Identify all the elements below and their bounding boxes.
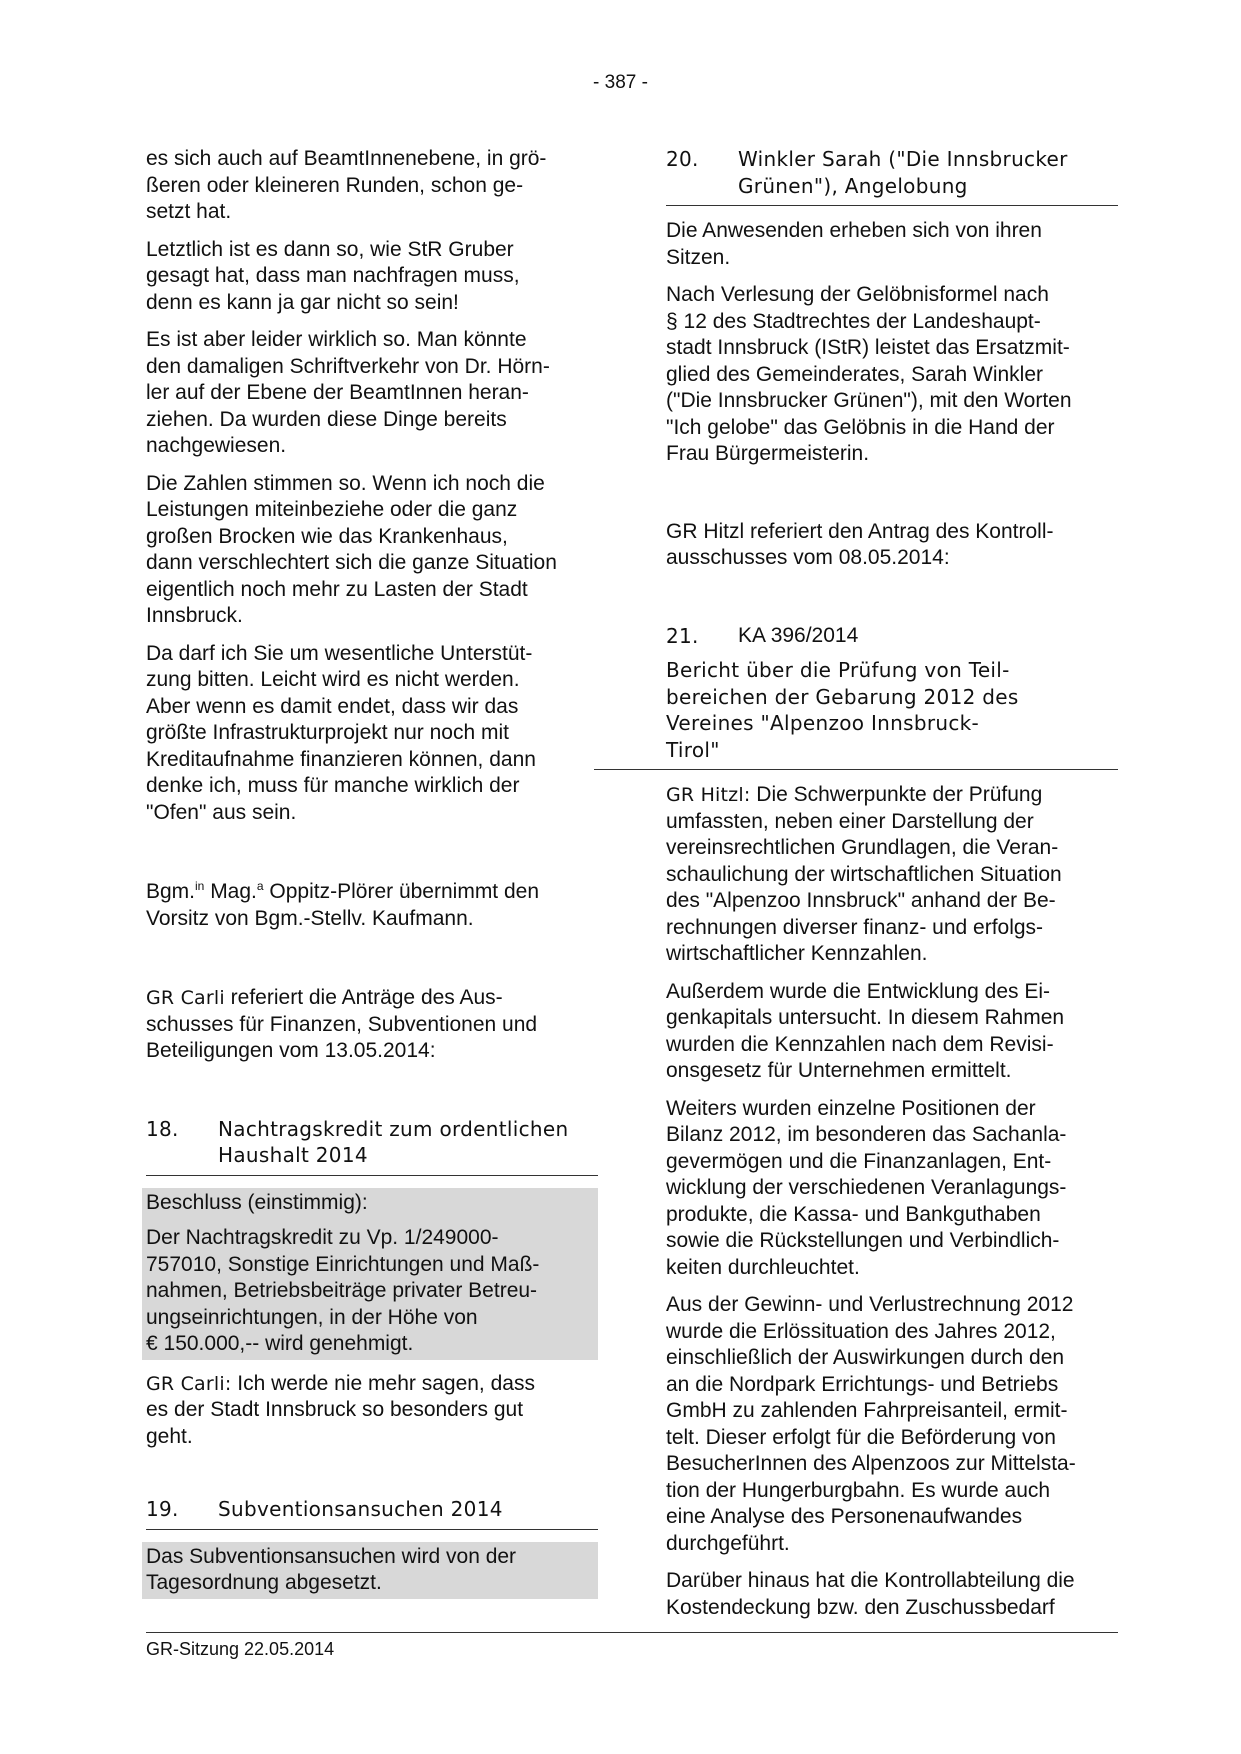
paragraph: Darüber hinaus hat die Kontrollabteilung die Kostendeckung bzw. den Zuschussbedarf	[666, 1569, 1075, 1619]
paragraph: Letztlich ist es dann so, wie StR Gruber gesagt hat, dass man nachfragen muss, denn es kann ja gar nicht so sein!	[146, 237, 520, 314]
agenda-intro: GR Hitzl referiert den Antrag des Kontroll- ausschusses vom 08.05.2014:	[666, 519, 1054, 569]
agenda-item-21-heading: 21. KA 396/2014	[666, 623, 859, 648]
resolution-label: Beschluss (einstimmig):	[146, 1190, 368, 1214]
agenda-item-21-title: Bericht über die Prüfung von Teil- bereichen der Gebarung 2012 des Vereines "Alpenzoo Innsbruck- Tirol"	[594, 657, 1118, 770]
paragraph: Da darf ich Sie um wesentliche Unterstüt- zung bitten. Leicht wird es nicht werden. Aber wenn es damit endet, dass wir das größte Infrastrukturprojekt nur noch mit Kreditaufnahme finanzieren können, dann denke ich, muss für manche wirklich der "Ofen" aus sein.	[146, 641, 536, 824]
agenda-intro: GR Carli referiert die Anträge des Aus- schusses für Finanzen, Subventionen und Beteiligungen vom 13.05.2014:	[146, 986, 538, 1062]
paragraph: Aus der Gewinn- und Verlustrechnung 2012 wurde die Erlössituation des Jahres 2012, einschließlich der Auswirkungen durch den an die Nordpark Errichtungs- und Betriebs GmbH zu zahlenden Fahrpreisanteil, ermit- telt. Dieser erfolgt für die Beförderung von BesucherInnen des Alpenzoos zur Mittelsta- tion der Hungerburgbahn. Es wurde auch eine Analyse des Personenaufwandes durchgeführt.	[666, 1293, 1076, 1555]
resolution-text: Der Nachtragskredit zu Vp. 1/249000- 757010, Sonstige Einrichtungen und Maß- nahmen, Betriebsbeiträge privater Betreu- ungseinrichtungen, in der Höhe von € 150.000,-- wird genehmigt.	[146, 1226, 540, 1355]
resolution-box	[142, 1542, 598, 1599]
right-column	[666, 146, 1118, 1632]
agenda-item-18-heading: 18. Nachtragskredit zum ordentlichen Haushalt 2014	[146, 1116, 598, 1176]
page-footer: GR-Sitzung 22.05.2014	[146, 1632, 1118, 1660]
resolution-box	[142, 1188, 598, 1360]
chair-change-note: Bgm.$^{in}$ Mag.$^a$ Oppitz-Plörer übernimmt den Vorsitz von Bgm.-Stellv. Kaufmann.	[146, 879, 540, 930]
paragraph: Weiters wurden einzelne Positionen der Bilanz 2012, im besonderen das Sachanla- gevermögen und die Finanzanlagen, Ent- wicklung der verschiedenen Veranlagungs- produkte, die Kassa- und Bankguthaben sowie die Rückstellungen und Verbindlich- keiten durchleuchtet.	[666, 1096, 1067, 1279]
page-number: - 387 -	[593, 72, 648, 93]
agenda-item-19-heading: 19. Subventionsansuchen 2014	[146, 1496, 598, 1530]
paragraph: Außerdem wurde die Entwicklung des Ei- genkapitals untersucht. In diesem Rahmen wurden die Kennzahlen nach dem Revisi- onsgesetz für Unternehmen ermittelt.	[666, 979, 1065, 1082]
left-column	[146, 146, 598, 1610]
paragraph: Es ist aber leider wirklich so. Man könnte den damaligen Schriftverkehr von Dr. Hörn- ler auf der Ebene der BeamtInnen heran- ziehen. Da wurden diese Dinge bereits nachgewiesen.	[146, 328, 550, 457]
paragraph: Die Zahlen stimmen so. Wenn ich noch die Leistungen miteinbeziehe oder die ganz großen Brocken wie das Krankenhaus, dann verschlechtert sich die ganze Situation eigentlich noch mehr zu Lasten der Stadt Innsbruck.	[146, 471, 557, 627]
paragraph: es sich auch auf BeamtInnenebene, in grö- ßeren oder kleineren Runden, schon ge- setzt hat.	[146, 147, 547, 223]
speech: GR Carli: Ich werde nie mehr sagen, dass es der Stadt Innsbruck so besonders gut geht.	[146, 1371, 535, 1448]
speech: GR Hitzl: Die Schwerpunkte der Prüfung umfassten, neben einer Darstellung der vereinsrechtlichen Grundlagen, die Veran- schaulichung der wirtschaftlichen Situation des "Alpenzoo Innsbruck" anhand der Be- rechnungen diverser finanz- und erfolgs- wirtschaftlicher Kennzahlen.	[666, 783, 1062, 965]
paragraph: Die Anwesenden erheben sich von ihren Sitzen.	[666, 219, 1042, 269]
paragraph: Nach Verlesung der Gelöbnisformel nach § 12 des Stadtrechtes der Landeshaupt- stadt Innsbruck (IStR) leistet das Ersatzmit- glied des Gemeinderates, Sarah Winkler ("Die Innsbrucker Grünen"), mit den Worten "Ich gelobe" das Gelöbnis in die Hand der Frau Bürgermeisterin.	[666, 283, 1072, 465]
agenda-item-20-heading: 20. Winkler Sarah ("Die Innsbrucker Grünen"), Angelobung	[666, 146, 1118, 206]
resolution-text: Das Subventionsansuchen wird von der Tagesordnung abgesetzt.	[146, 1544, 517, 1594]
